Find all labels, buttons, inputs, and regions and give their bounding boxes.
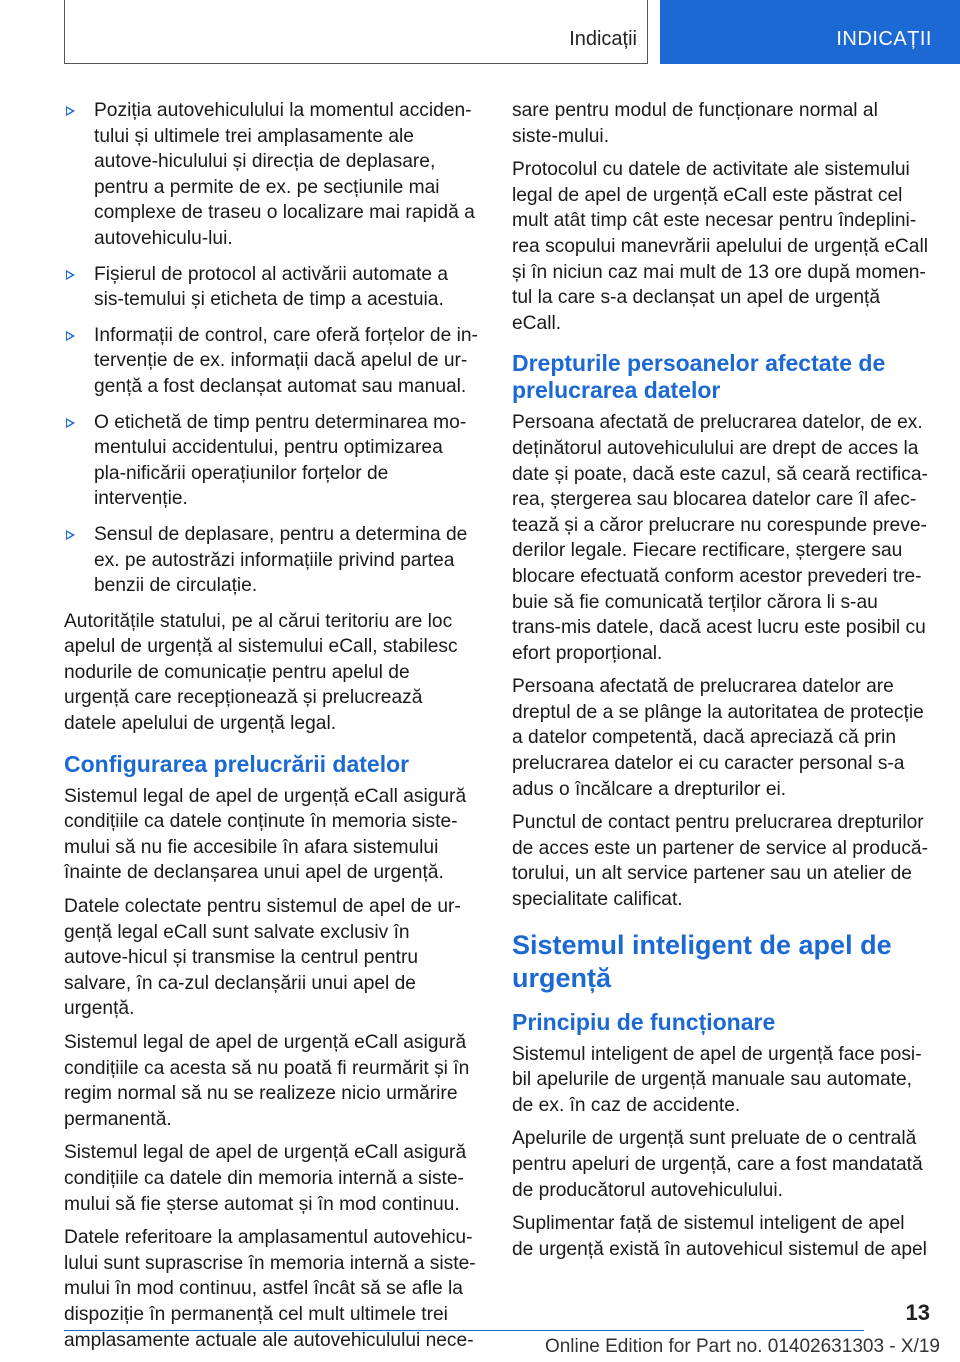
footer-divider	[64, 1330, 864, 1331]
paragraph: Punctul de contact pentru prelucrarea drepturilor de acces este un partener de service al producă-torului, un alt service partener sau un atelier de specialitate calificat.	[512, 812, 928, 911]
list-item: O etichetă de timp pentru determinarea mo-mentului accidentului, pentru optimizarea pla-nificării operațiunilor forțelor de intervenție.	[64, 410, 478, 512]
paragraph-authorities: Autoritățile statului, pe al cărui teritoriu are loc apelul de urgență al sistemului eCall, stabilesc nodurile de comunicație pentru apelul de urgență care recepționează și prelucrează datele apelului de urgență legal.	[64, 610, 458, 735]
paragraph: Sistemul legal de apel de urgență eCall asigură condițiile ca datele conținute în memoria siste-mului să nu fie accesibile în afara sistemului înainte de declanșarea unui apel de urgență.	[64, 785, 467, 884]
heading-data-processing-config: Configurarea prelucrării datelor	[64, 750, 410, 777]
left-column	[64, 98, 478, 1361]
page-number: 13	[905, 1300, 930, 1325]
section-title: Indicații	[569, 28, 637, 50]
triangle-bullet-icon	[66, 418, 75, 428]
paragraph: sare pentru modul de funcționare normal al siste-mului.	[512, 100, 878, 147]
list-item: Sensul de deplasare, pentru a determina de ex. pe autostrăzi informațiile privind partea benzii de circulație.	[64, 522, 478, 599]
heading-intelligent-emergency-call: Sistemul inteligent de apel de urgență	[512, 929, 892, 993]
paragraph: Sistemul legal de apel de urgență eCall asigură condițiile ca acesta să nu poată fi reurmărit și în regim normal să nu se realizeze nicio urmărire permanentă.	[64, 1032, 470, 1130]
list-item: Informații de control, care oferă forțelor de in-tervenție de ex. informații dacă apelul de ur-gență a fost declanșat automat sau manual.	[64, 323, 478, 400]
section-tab	[64, 0, 648, 64]
chapter-tab	[660, 0, 960, 64]
triangle-bullet-icon	[66, 331, 75, 341]
paragraph: Datele referitoare la amplasamentul autovehicu-lului sunt suprascrise în memoria internă a siste-mului în mod continuu, astfel încât să se afle la dispoziție în permanență cel mult ultimele trei amplasamente actuale ale autovehiculului nece-	[64, 1227, 476, 1351]
triangle-bullet-icon	[66, 530, 75, 540]
paragraph: Persoana afectată de prelucrarea datelor, de ex. deținătorul autovehiculului are drept de acces la date și poate, dacă este cazul, să ceară rectifica-rea, ștergerea sau blocarea datelor care îl afec-tează și a căror prelucrare nu corespunde preve-derilor legale. Fiecare rectificare, ștergere sau blocare efectuată conform acestor prevederi tre-buie să fie comunicată terților cărora li s-au trans-mis datele, dacă acest lucru este posibil cu efort proporțional.	[512, 412, 928, 664]
triangle-bullet-icon	[66, 270, 75, 280]
heading-data-subject-rights: Drepturile persoanelor afectate de prelucrarea datelor	[512, 350, 886, 404]
paragraph: Protocolul cu datele de activitate ale sistemului legal de apel de urgență eCall este păstrat cel mult atât timp cât este necesar pentru îndeplini-rea scopului manevrării apelului de urgență eCall și în niciun caz mai mult de 13 ore după momen-tul la care s-a declanșat un apel de urgență eCall.	[512, 159, 928, 334]
paragraph: Sistemul inteligent de apel de urgență face posi-bil apelurile de urgență manuale sau automate, de ex. în caz de accidente.	[512, 1043, 922, 1116]
paragraph: Sistemul legal de apel de urgență eCall asigură condițiile ca datele din memoria internă a siste-mului să fie șterse automat și în mod continuu.	[64, 1142, 467, 1215]
list-item: Fișierul de protocol al activării automate a sis-temului și eticheta de timp a acestuia.	[64, 262, 478, 313]
heading-operating-principle: Principiu de funcționare	[512, 1008, 776, 1035]
list-item: Poziția autovehiculului la momentul acciden-tului și ultimele trei amplasamente ale autove-hiculului și direcția de deplasare, pentru a permite de ex. pe secțiunile mai complexe de traseu o localizare mai rapidă a autovehiculu-lui.	[64, 98, 478, 252]
page-header	[0, 0, 960, 66]
footer-edition: Online Edition for Part no. 01402631303 - X/19	[544, 1336, 940, 1357]
chapter-title: INDICAȚII	[836, 28, 932, 50]
paragraph: Persoana afectată de prelucrarea datelor are dreptul de a se plânge la autoritatea de protecție a datelor competentă, dacă apreciază că prin prelucrarea datelor ei cu caracter personal s-a adus o încălcare a drepturilor ei.	[512, 676, 924, 800]
paragraph: Suplimentar față de sistemul inteligent de apel de urgență există în autovehicul sistemul de apel	[512, 1213, 927, 1260]
right-column	[512, 98, 928, 1270]
bullet-list	[64, 98, 478, 599]
paragraph: Apelurile de urgență sunt preluate de o centrală pentru apeluri de urgență, care a fost mandatată de producătorul autovehiculului.	[512, 1128, 923, 1201]
paragraph: Datele colectate pentru sistemul de apel de ur-gență legal eCall sunt salvate exclusiv în autove-hicul și transmise la centrul pentru salvare, în ca-zul declanșării unui apel de urgență.	[64, 896, 461, 1020]
triangle-bullet-icon	[66, 106, 75, 116]
